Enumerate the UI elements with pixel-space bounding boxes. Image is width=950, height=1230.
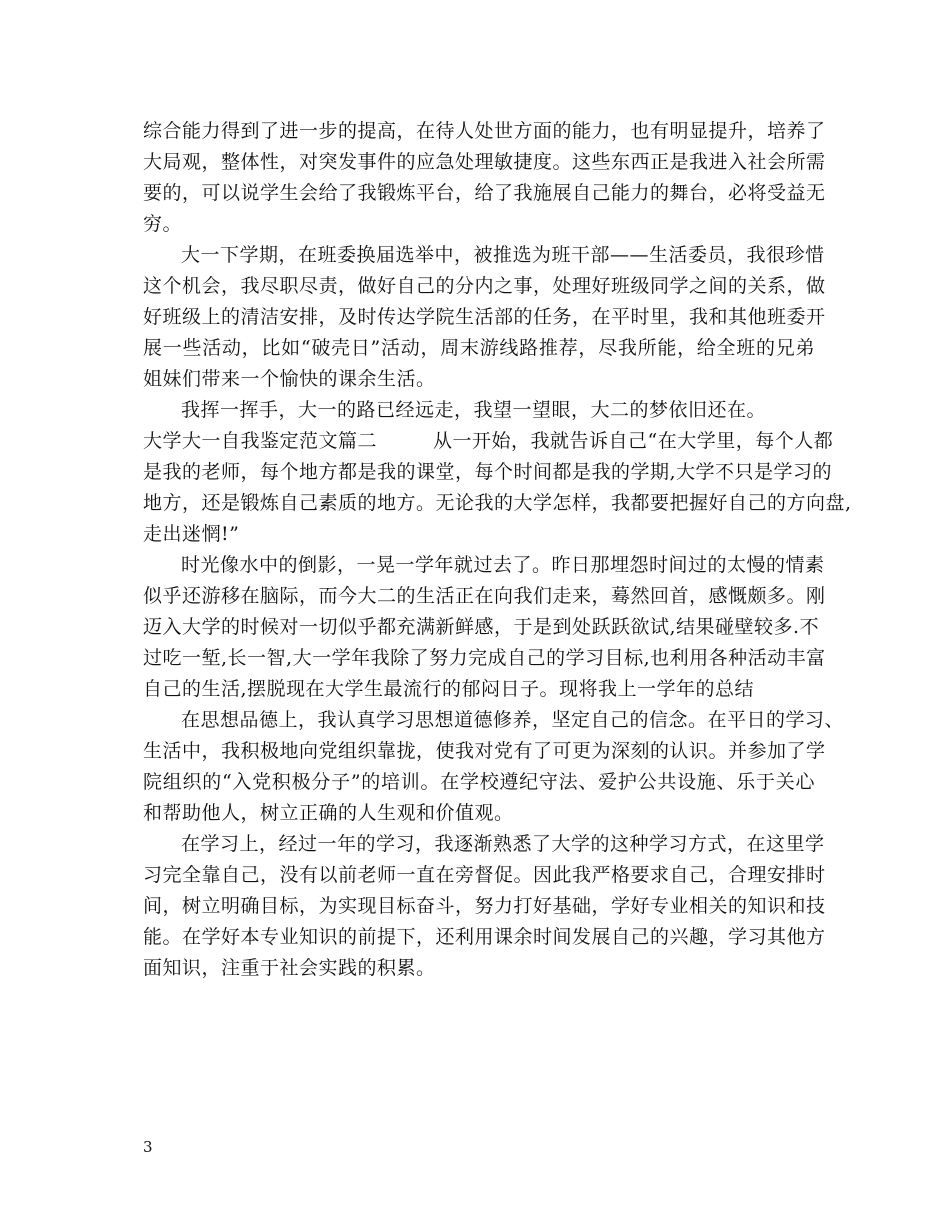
paragraph-5: [143, 550, 826, 705]
text-line: 和帮助他人，树立正确的人生观和价值观。: [143, 802, 514, 824]
page-number: 3: [143, 1138, 153, 1156]
text-line: 大一下学期，在班委换届选举中，被推选为班干部——生活委员，我很珍惜: [181, 244, 825, 266]
heading-line-text: 从一开始，我就告诉自己“在大学里，每个人都: [433, 430, 834, 452]
paragraph-4: [143, 426, 852, 550]
text-line: 生活中，我积极地向党组织靠拢，使我对党有了可更为深刻的认识。并参加了学: [143, 740, 826, 762]
document-body: [143, 116, 852, 984]
section-heading: 大学大一自我鉴定范文篇二: [143, 430, 378, 452]
text-line: 时光像水中的倒影，一晃一学年就过去了。昨日那埋怨时间过的太慢的情素: [181, 554, 825, 576]
paragraph-3: [143, 395, 815, 426]
heading-line: [143, 426, 834, 457]
paragraph-2: [143, 240, 826, 395]
text-line: 间，树立明确目标，为实现目标奋斗，努力打好基础，学好专业相关的知识和技: [143, 895, 826, 917]
text-line: 穷。: [143, 213, 183, 235]
text-line: 综合能力得到了进一步的提高，在待人处世方面的能力，也有明显提升，培养了: [143, 120, 826, 142]
text-line: 院组织的“入党积极分子”的培训。在学校遵纪守法、爱护公共设施、乐于关心: [143, 771, 815, 793]
text-line: 展一些活动，比如“破壳日”活动，周末游线路推荐，尽我所能，给全班的兄弟: [143, 337, 815, 359]
text-line: 姐妹们带来一个愉快的课余生活。: [143, 368, 436, 390]
text-line: 走出迷惘!”: [143, 523, 240, 545]
text-line: 自己的生活,摆脱现在大学生最流行的郁闷日子。现将我上一学年的总结: [143, 678, 755, 700]
text-line: 这个机会，我尽职尽责，做好自己的分内之事，处理好班级同学之间的关系，做: [143, 275, 826, 297]
text-line: 在思想品德上，我认真学习思想道德修养，坚定自己的信念。在平日的学习、: [181, 709, 845, 731]
paragraph-6: [143, 705, 845, 829]
paragraph-7: [143, 829, 826, 984]
text-line: 在学习上，经过一年的学习，我逐渐熟悉了大学的这种学习方式，在这里学: [181, 833, 825, 855]
text-line: 要的，可以说学生会给了我锻炼平台，给了我施展自己能力的舞台，必将受益无: [143, 182, 826, 204]
text-line: 迈入大学的时候对一切似乎都充满新鲜感，于是到处跃跃欲试,结果碰壁较多.不: [143, 616, 820, 638]
paragraph-1: [143, 116, 826, 240]
text-line: 面知识，注重于社会实践的积累。: [143, 957, 436, 979]
text-line: 习完全靠自己，没有以前老师一直在旁督促。因此我严格要求自己，合理安排时: [143, 864, 826, 886]
text-line: 大局观，整体性，对突发事件的应急处理敏捷度。这些东西正是我进入社会所需: [143, 151, 826, 173]
text-line: 似乎还游移在脑际，而今大二的生活正在向我们走来，蓦然回首，感慨颇多。刚: [143, 585, 826, 607]
text-line: 地方，还是锻炼自己素质的地方。无论我的大学怎样，我都要把握好自己的方向盘,: [143, 492, 852, 514]
text-line: 好班级上的清洁安排，及时传达学院生活部的任务，在平时里，我和其他班委开: [143, 306, 826, 328]
text-line: 过吃一堑,长一智,大一学年我除了努力完成自己的学习目标,也利用各种活动丰富: [143, 647, 826, 669]
text-line: 我挥一挥手，大一的路已经远走，我望一望眼，大二的梦依旧还在。: [181, 399, 767, 421]
text-line: 能。在学好本专业知识的前提下，还利用课余时间发展自己的兴趣，学习其他方: [143, 926, 826, 948]
text-line: 是我的老师，每个地方都是我的课堂，每个时间都是我的学期,大学不只是学习的: [143, 461, 833, 483]
